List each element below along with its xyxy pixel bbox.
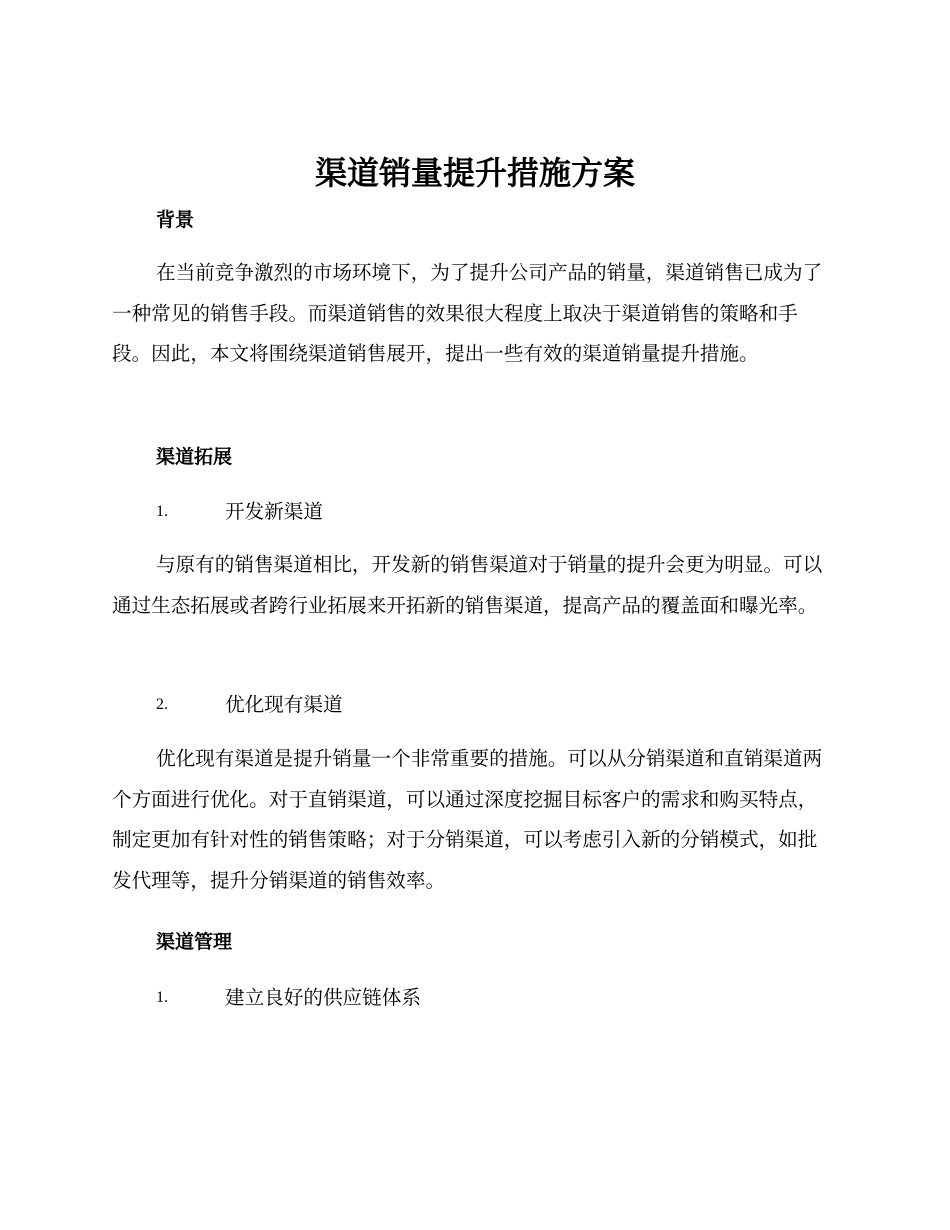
list-item-label: 优化现有渠道 [225,693,343,716]
list-item-optimize-existing-channels [156,690,343,720]
list-item-supply-chain [156,983,421,1013]
develop-new-channels-paragraph: 与原有的销售渠道相比，开发新的销售渠道对于销量的提升会更为明显。可以通过生态拓展或者跨行业拓展来开拓新的销售渠道，提高产品的覆盖面和曝光率。 [112,553,823,617]
section-heading-background: 背景 [156,209,195,231]
document-title: 渠道销量提升措施方案 [314,154,635,192]
optimize-existing-channels-paragraph: 优化现有渠道是提升销量一个非常重要的措施。可以从分销渠道和直销渠道两个方面进行优化。对于直销渠道，可以通过深度挖掘目标客户的需求和购买特点，制定更加有针对性的销售策略；对于分销渠道，可以考虑引入新的分销模式，如批发代理等，提升分销渠道的销售效率。 [112,747,823,892]
section-heading-channel-expansion: 渠道拓展 [156,446,233,468]
list-item-number: 1. [156,503,168,520]
section-heading-channel-management: 渠道管理 [156,931,233,953]
list-item-develop-new-channels [156,497,323,527]
list-item-number: 1. [156,989,168,1006]
list-item-number: 2. [156,696,168,713]
list-item-label: 建立良好的供应链体系 [225,986,421,1009]
list-item-label: 开发新渠道 [225,500,323,523]
background-paragraph: 在当前竞争激烈的市场环境下，为了提升公司产品的销量，渠道销售已成为了一种常见的销售手段。而渠道销售的效果很大程度上取决于渠道销售的策略和手段。因此，本文将围绕渠道销售展开，提出一些有效的渠道销量提升措施。 [112,261,823,365]
